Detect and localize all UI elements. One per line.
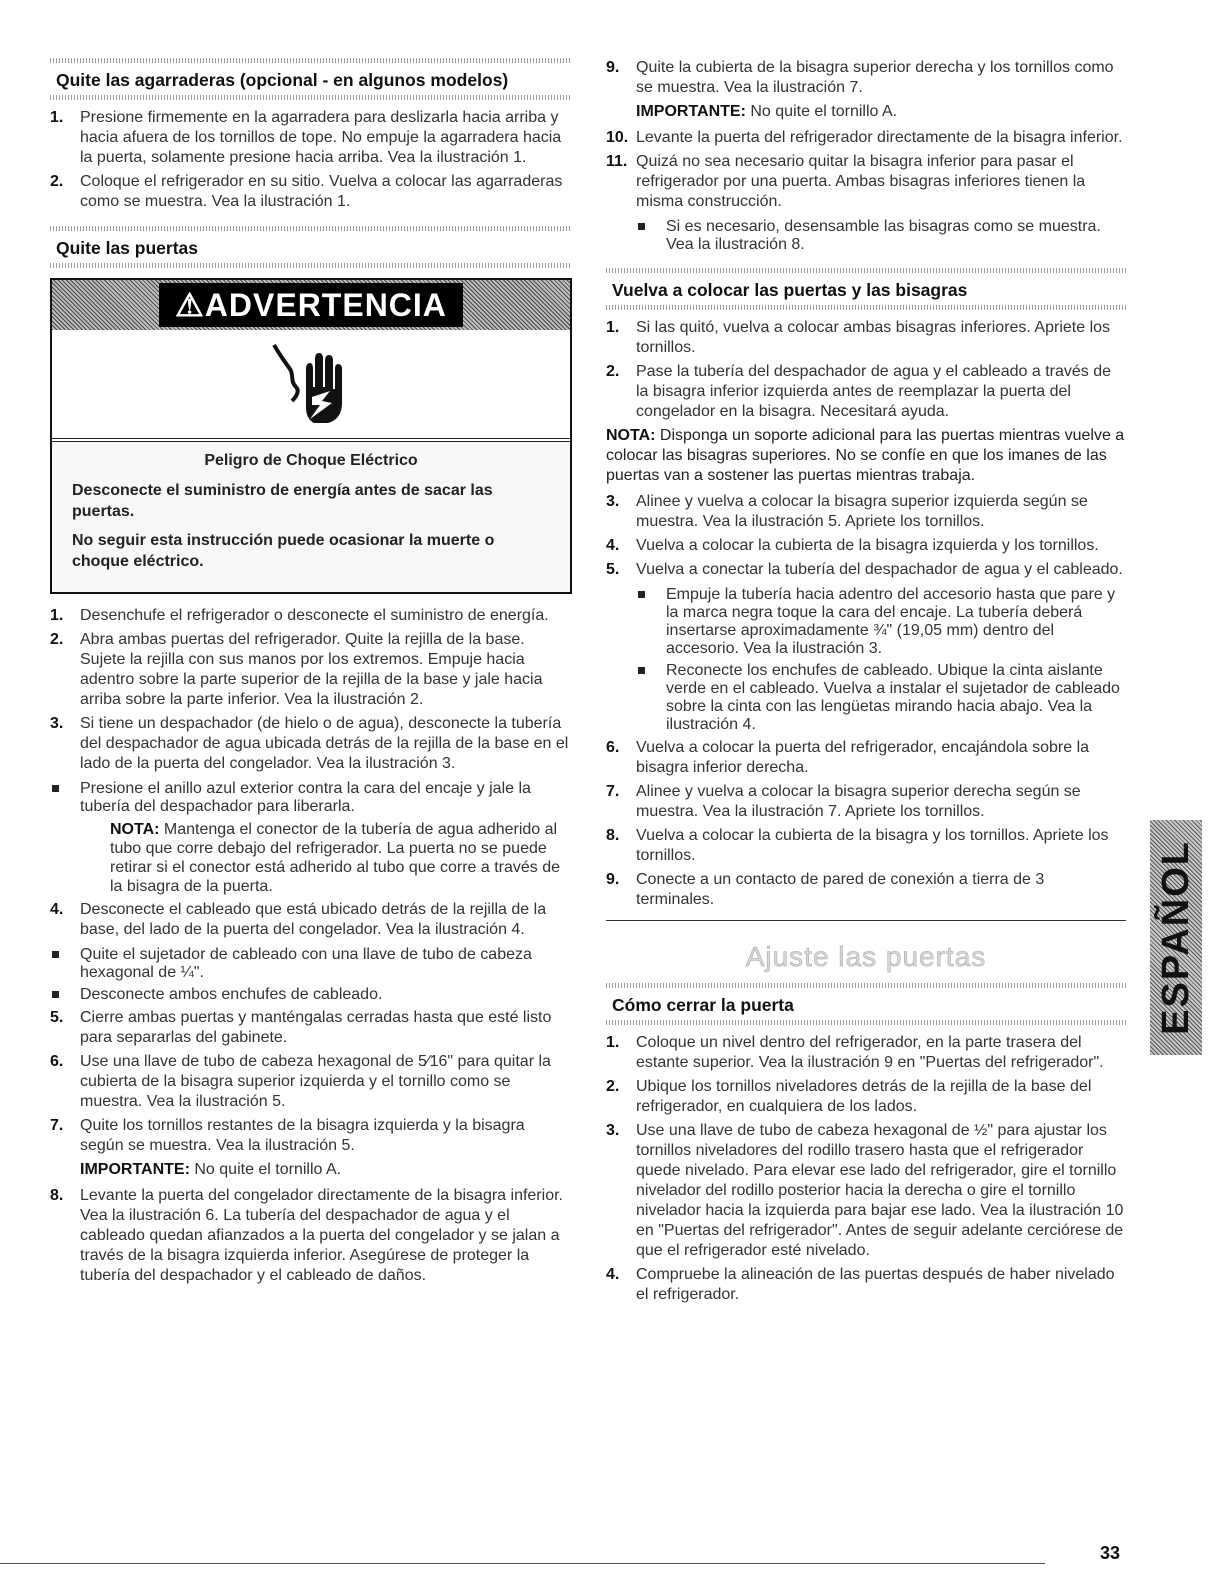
list-item: 4. Vuelva a colocar la cubierta de la bisagra izquierda y los tornillos. [606,537,1099,554]
list-item: 2. Abra ambas puertas del refrigerador. Quite la rejilla de la base. Sujete la rejilla con sus manos por los extremos. Empuje hacia adentro sobre la parte superior de la rejilla de la base y jale hacia arriba sobre la parte inferior. Vea la ilustración 2. [50,631,543,708]
divider [606,268,1126,273]
important-note: IMPORTANTE: No quite el tornillo A. [636,103,898,120]
steps-list [50,108,572,212]
page-number: 33 [1100,1543,1121,1563]
section-heading-close [606,983,1126,1025]
list-item: 1. Desenchufe el refrigerador o desconecte el suministro de energía. [50,607,549,624]
bullet-item: Reconecte los enchufes de cableado. Ubique la cinta aislante verde en el cableado. Vuelva a instalar el sujetador de cableado sobre la cinta con las lengüetas mirando hacia abajo. Vea la ilustración 4. [636,662,1126,734]
list-item: 3. Si tiene un despachador (de hielo o de agua), desconecte la tubería del despachador de agua ubicada detrás de la rejilla de la base en el lado de la puerta del congelador. Vea la ilustración 3. Presione el anillo azul exterior contra la cara del encaje y jale la tubería del despachador para liberarla. NOTA: Mantenga el conector de la tubería de agua adherido al tubo que corre debajo del refrigerador. La puerta no se puede retirar si el conector está adherido al tubo que corre a través de la bisagra de la puerta. [50,714,572,896]
right-column [606,58,1126,1309]
bullet-item: Empuje la tubería hacia adentro del accesorio hasta que pare y la marca negra toque la cara del encaje. La tubería deberá insertarse aproximadamente ¾" (19,05 mm) dentro del accesorio. Vea la ilustración 3. [636,586,1126,658]
bullet-list [50,780,572,816]
important-note: IMPORTANTE: No quite el tornillo A. [80,1161,342,1178]
electric-shock-icon [266,339,356,429]
list-item: 9. Quite la cubierta de la bisagra superior derecha y los tornillos como se muestra. Vea la ilustración 7. IMPORTANTE: No quite el tornillo A. [606,58,1126,122]
list-item: 6. Use una llave de tubo de cabeza hexagonal de 5⁄16" para quitar la cubierta de la bisagra superior izquierda y el tornillo como se muestra. Vea la ilustración 5. [50,1053,551,1110]
divider [606,305,1126,310]
bullet-list [606,218,1126,254]
section-heading-doors [50,226,572,268]
warning-line: Desconecte el suministro de energía antes de sacar las puertas. [72,482,493,520]
bullet-item: Presione el anillo azul exterior contra la cara del encaje y jale la tubería del despachador para liberarla. [50,780,572,816]
list-item: 10. Levante la puerta del refrigerador directamente de la bisagra inferior. [606,129,1123,146]
list-item: 5. Cierre ambas puertas y manténgalas cerradas hasta que esté listo para separarlas del gabinete. [50,1009,552,1046]
list-item: 3. Use una llave de tubo de cabeza hexagonal de ½" para ajustar los tornillos niveladores del rodillo trasero hasta que el refrigerador quede nivelado. Para elevar ese lado del refrigerador, gire el tornillo nivelador del rodillo posterior hacia la derecha o gire el tornillo nivelador hacia la izquierda para bajar ese lado. Vea la ilustración 10 en "Puertas del refrigerador". Antes de seguir adelante cerciórese de que el refrigerador esté nivelado. [606,1122,1124,1259]
hazard-title: Peligro de Choque Eléctrico [204,452,418,469]
list-item: 4. Desconecte el cableado que está ubicado detrás de la rejilla de la base, del lado de la puerta del congelador. Vea la ilustración 4. Quite el sujetador de cableado con una llave de tubo de cabeza hexagonal de ¼". Desconecte ambos enchufes de cableado. [50,900,572,1004]
list-item: 7. Alinee y vuelva a colocar la bisagra superior derecha según se muestra. Vea la ilustración 7. Apriete los tornillos. [606,783,1081,820]
list-item: 11. Quizá no sea necesario quitar la bisagra inferior para pasar el refrigerador por una puerta. Ambas bisagras inferiores tienen la misma construcción. Si es necesario, desensamble las bisagras como se muestra. Vea la ilustración 8. [606,152,1126,254]
list-item: 2. Pase la tubería del despachador de agua y el cableado a través de la bisagra inferior izquierda antes de reemplazar la puerta del congelador en la bisagra. Necesitará ayuda. [606,363,1111,420]
list-item: 6. Vuelva a colocar la puerta del refrigerador, encajándola sobre la bisagra inferior derecha. [606,739,1090,776]
language-tab-label: ESPAÑOL [1155,840,1197,1035]
steps-list [606,58,1126,254]
divider [606,983,1126,988]
list-item: 1. Coloque un nivel dentro del refrigerador, en la parte trasera del estante superior. Vea la ilustración 9 en "Puertas del refrigerador". [606,1034,1104,1071]
divider [50,95,572,100]
steps-list [50,606,572,1286]
steps-list [606,492,1126,910]
section-banner: Ajuste las puertas [606,920,1126,983]
list-item: 1. Si las quitó, vuelva a colocar ambas bisagras inferiores. Apriete los tornillos. [606,319,1111,356]
section-heading-replace [606,268,1126,310]
note: NOTA: Mantenga el conector de la tubería de agua adherido al tubo que corre debajo del refrigerador. La puerta no se puede retirar si el conector está adherido al tubo que corre a través de la bisagra de la puerta. [110,821,561,895]
divider [50,226,572,231]
list-item: 2. Coloque el refrigerador en su sitio. Vuelva a colocar las agarraderas como se muestra. Vea la ilustración 1. [50,173,563,210]
section-title: Quite las agarraderas (opcional - en algunos modelos) [56,70,509,90]
bullet-item: Desconecte ambos enchufes de cableado. [50,986,572,1004]
list-item: 8. Vuelva a colocar la cubierta de la bisagra y los tornillos. Apriete los tornillos. [606,827,1109,864]
list-item: 1. Presione firmemente en la agarradera para deslizarla hacia arriba y hacia afuera de los tornillos de tope. No empuje la agarradera hacia la puerta, solamente presione hacia arriba. Vea la ilustración 1. [50,109,562,166]
steps-list [606,318,1126,422]
warning-body [52,442,570,592]
warning-box [50,278,572,594]
bullet-item: Si es necesario, desensamble las bisagras como se muestra. Vea la ilustración 8. [636,218,1126,254]
list-item: 3. Alinee y vuelva a colocar la bisagra superior izquierda según se muestra. Vea la ilustración 5. Apriete los tornillos. [606,493,1088,530]
electric-shock-icon-area [52,330,570,442]
note: NOTA: Disponga un soporte adicional para las puertas mientras vuelve a colocar las bisagras superiores. No se confíe en que los imanes de las puertas van a sostener las puertas mientras trabaja. [606,427,1125,484]
steps-list [606,1033,1126,1305]
section-title: Quite las puertas [56,238,198,258]
list-item: 7. Quite los tornillos restantes de la bisagra izquierda y la bisagra según se muestra. Vea la ilustración 5. IMPORTANTE: No quite el tornillo A. [50,1116,572,1180]
warning-title: ⚠ADVERTENCIA [159,283,463,327]
list-item: 2. Ubique los tornillos niveladores detrás de la rejilla de la base del refrigerador, en cualquiera de los lados. [606,1078,1092,1115]
section-heading-handles [50,58,572,100]
list-item: 8. Levante la puerta del congelador directamente de la bisagra inferior. Vea la ilustración 6. La tubería del despachador de agua y el cableado quedan afianzados a la puerta del congelador y se jalan a través de la bisagra izquierda inferior. Asegúrese de proteger la tubería del despachador y el cableado de daños. [50,1187,563,1284]
bullet-item: Quite el sujetador de cableado con una llave de tubo de cabeza hexagonal de ¼". [50,946,572,982]
section-title: Cómo cerrar la puerta [612,995,794,1015]
left-column [50,58,572,1290]
bottom-rule [0,1563,1045,1564]
language-tab [1150,820,1202,1055]
list-item: 9. Conecte a un contacto de pared de conexión a tierra de 3 terminales. [606,871,1045,908]
bullet-list [50,946,572,1004]
section-title: Vuelva a colocar las puertas y las bisagras [612,280,968,300]
divider [50,58,572,63]
divider [606,1020,1126,1025]
list-item: 5. Vuelva a conectar la tubería del despachador de agua y el cableado. Empuje la tubería hacia adentro del accesorio hasta que pare y la marca negra toque la cara del encaje. La tubería deberá insertarse aproximadamente ¾" (19,05 mm) dentro del accesorio. Vea la ilustración 3. Reconecte los enchufes de cableado. Ubique la cinta aislante verde en el cableado. Vuelva a instalar el sujetador de cableado sobre la cinta con las lengüetas mirando hacia abajo. Vea la ilustración 4. [606,560,1126,734]
divider [50,263,572,268]
list-item: 4. Compruebe la alineación de las puertas después de haber nivelado el refrigerador. [606,1266,1115,1303]
warning-line: No seguir esta instrucción puede ocasionar la muerte o choque eléctrico. [72,532,495,570]
warning-header [52,280,570,330]
bullet-list [606,586,1126,734]
